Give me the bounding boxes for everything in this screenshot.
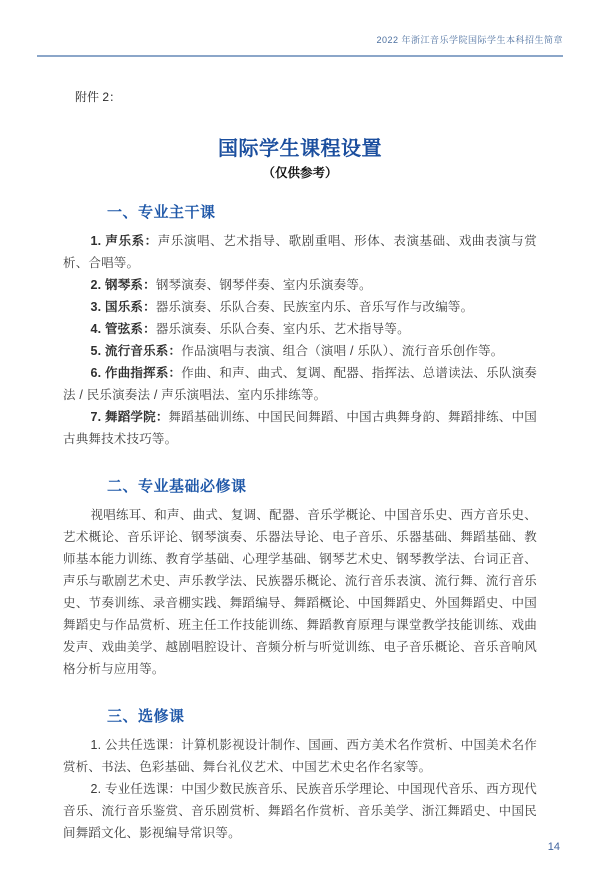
- course-paragraph: [63, 504, 537, 680]
- paragraph-lead: 6. 作曲指挥系：: [90, 366, 182, 380]
- page-header: [37, 33, 563, 57]
- paragraph-lead: 5. 流行音乐系：: [90, 344, 182, 358]
- paragraph-text: 器乐演奏、乐队合奏、民族室内乐、音乐写作与改编等。: [155, 300, 474, 314]
- paragraph-text: 中国少数民族音乐、民族音乐学理论、中国现代音乐、西方现代音乐、流行音乐鉴赏、音乐剧赏析、舞蹈名作赏析、音乐美学、浙江舞蹈史、中国民间舞蹈文化、影视编导常识等。: [63, 782, 538, 840]
- paragraph-text: 视唱练耳、和声、曲式、复调、配器、音乐学概论、中国音乐史、西方音乐史、艺术概论、音乐评论、钢琴演奏、乐器法导论、电子音乐、乐器基础、舞蹈基础、教师基本能力训练、教育学基础、心理学基础、钢琴艺术史、钢琴教学法、台词正音、声乐与歌剧艺术史、声乐教学法、民族器乐概论、流行音乐表演、流行舞、流行音乐史、节奏训练、录音棚实践、舞蹈编导、舞蹈概论、中国舞蹈史、外国舞蹈史、中国舞蹈史与作品赏析、班主任工作技能训练、舞蹈教育原理与课堂教学技能训练、戏曲发声、戏曲美学、越剧唱腔设计、音频分析与听觉训练、电子音乐概论、音乐音响风格分析与应用等。: [63, 508, 537, 676]
- paragraph-lead: 3. 国乐系：: [90, 300, 156, 314]
- document-subtitle: （仅供参考）: [262, 166, 338, 180]
- course-section: [63, 201, 537, 450]
- paragraph-text: 作曲、和声、曲式、复调、配器、指挥法、总谱读法、乐队演奏法 / 民乐演奏法 / 声乐演唱法、室内乐排练等。: [63, 366, 538, 402]
- attachment-label: 附件 2：: [75, 90, 122, 104]
- paragraph-lead: 4. 管弦系：: [90, 322, 156, 336]
- course-section: [63, 475, 537, 680]
- header-title: 2022 年浙江音乐学院国际学生本科招生简章: [376, 35, 563, 45]
- paragraph-lead: 1. 声乐系：: [90, 234, 158, 248]
- section-heading: 一、专业主干课: [107, 204, 216, 221]
- course-paragraph: [63, 230, 537, 274]
- paragraph-lead: 1. 公共任选课：: [90, 738, 182, 752]
- course-paragraph: [63, 340, 537, 362]
- paragraph-lead: 7. 舞蹈学院：: [90, 410, 169, 424]
- paragraph-text: 钢琴演奏、钢琴伴奏、室内乐演奏等。: [155, 278, 372, 292]
- section-heading: 二、专业基础必修课: [107, 478, 247, 495]
- course-paragraph: [63, 274, 537, 296]
- course-paragraph: [63, 296, 537, 318]
- paragraph-text: 作品演唱与表演、组合（演唱 / 乐队）、流行音乐创作等。: [181, 344, 504, 358]
- course-section: [63, 705, 537, 844]
- paragraph-text: 舞蹈基础训练、中国民间舞蹈、中国古典舞身韵、舞蹈排练、中国古典舞技术技巧等。: [63, 410, 537, 446]
- document-title: 国际学生课程设置: [218, 138, 382, 160]
- paragraph-lead: 2. 专业任选课：: [90, 782, 182, 796]
- paragraph-text: 声乐演唱、艺术指导、歌剧重唱、形体、表演基础、戏曲表演与赏析、合唱等。: [63, 234, 537, 270]
- page-number: 14: [547, 841, 560, 853]
- course-paragraph: [63, 734, 537, 778]
- paragraph-text: 计算机影视设计制作、国画、西方美术名作赏析、中国美术名作赏析、书法、色彩基础、舞台礼仪艺术、中国艺术史名作名家等。: [63, 738, 538, 774]
- section-heading: 三、选修课: [107, 708, 185, 725]
- paragraph-lead: 2. 钢琴系：: [90, 278, 156, 292]
- course-paragraph: [63, 406, 537, 450]
- course-paragraph: [63, 778, 537, 844]
- course-paragraph: [63, 318, 537, 340]
- course-paragraph: [63, 362, 537, 406]
- paragraph-text: 器乐演奏、乐队合奏、室内乐、艺术指导等。: [155, 322, 410, 336]
- document-body: [63, 201, 537, 844]
